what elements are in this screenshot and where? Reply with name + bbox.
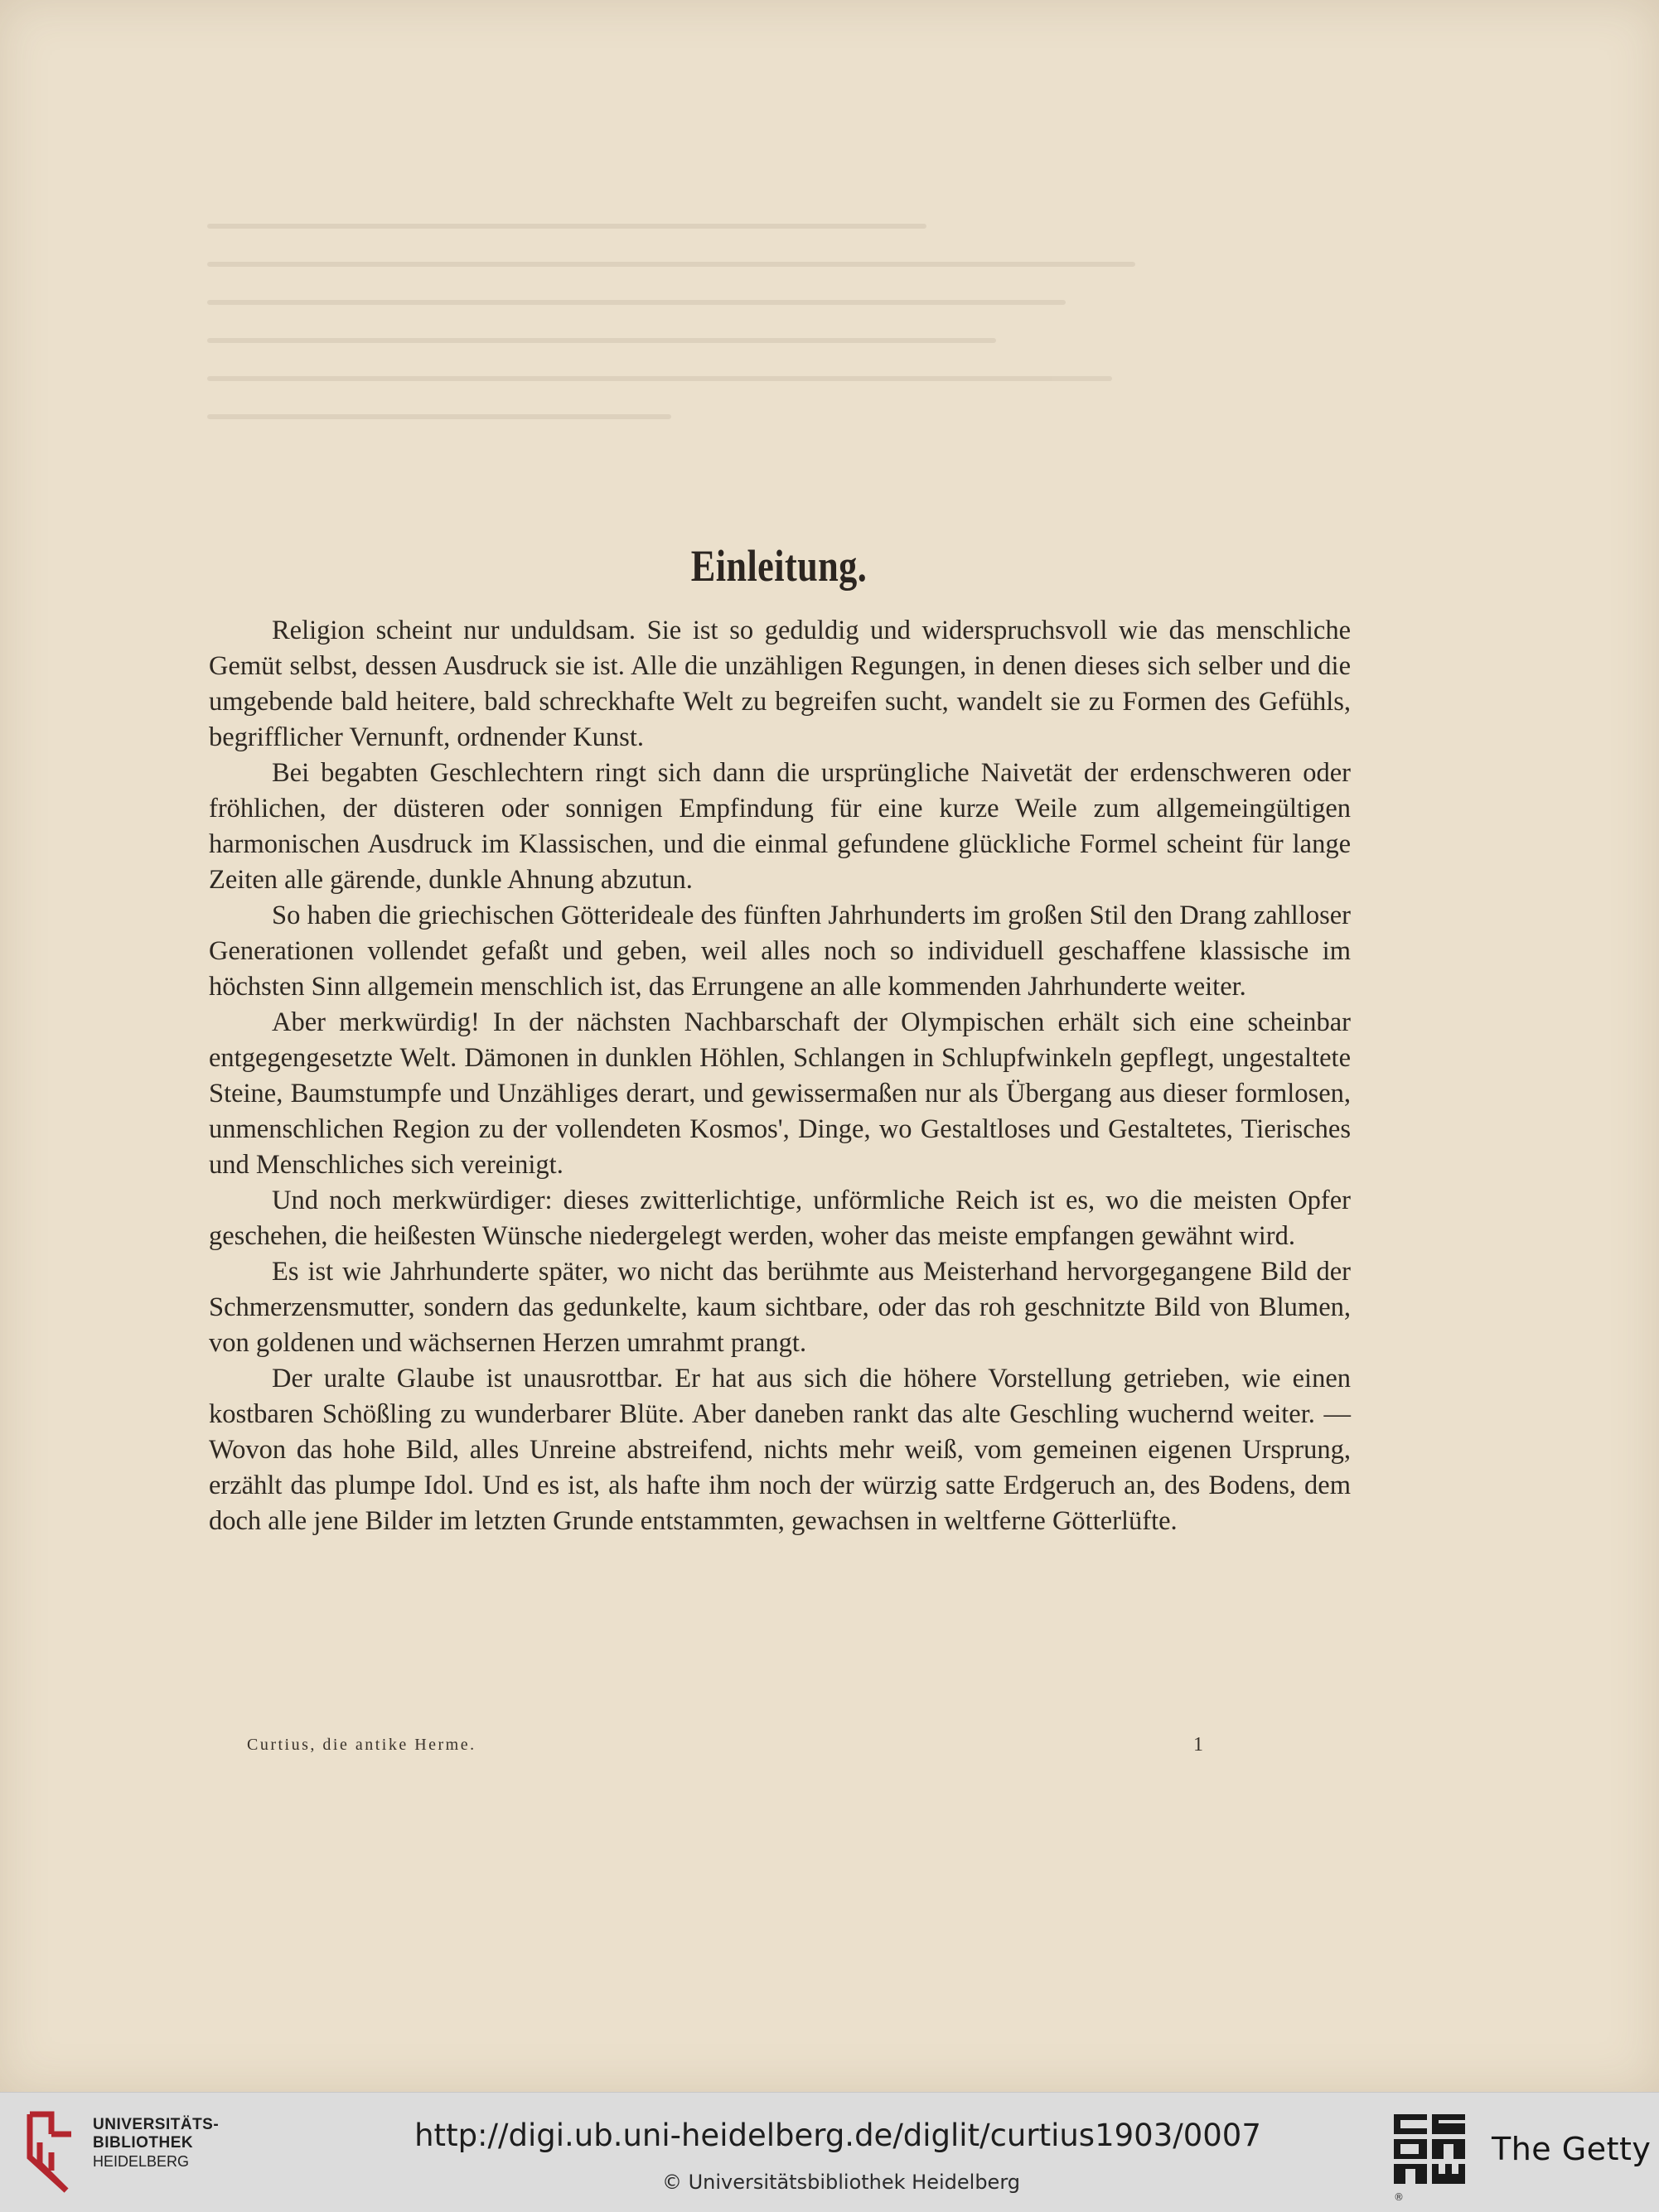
- paragraph: Und noch merkwürdiger: dieses zwitterlichtige, unförmliche Reich ist es, wo die meisten Opfer geschehen, die heißesten Wünsche niedergelegt werden, woher das meiste empfangen gewähnt wird.: [209, 1186, 1351, 1251]
- digitization-footer: [0, 2092, 1659, 2212]
- paragraph: Religion scheint nur unduldsam. Sie ist so geduldig und widerspruchsvoll wie das menschliche Gemüt selbst, dessen Ausdruck sie ist. Alle die unzähligen Regungen, in denen dieses sich selber und die umgebende bald heitere, bald schreckhafte Welt zu begreifen sucht, wandelt sie zu Formen des Gefühls, begrifflicher Vernunft, ordnender Kunst.: [209, 616, 1351, 752]
- chapter-title: Einleitung.: [690, 541, 868, 591]
- paragraph: Es ist wie Jahrhunderte später, wo nicht das berühmte aus Meisterhand hervorgegangene Bild der Schmerzensmutter, sondern das gedunkelte, kaum sichtbare, oder das roh geschnitzte Bild von Blumen, von goldenen und wächsernen Herzen umrahmt prangt.: [209, 1257, 1351, 1358]
- paragraph: Bei begabten Geschlechtern ringt sich dann die ursprüngliche Naivetät der erdenschweren oder fröhlichen, der düsteren oder sonnigen Empfindung für eine kurze Weile zum allgemeingültigen harmonischen Ausdruck im Klassischen, und die einmal gefundene glückliche Formel scheint für lange Zeiten alle gärende, dunkle Ahnung abzutun.: [209, 758, 1351, 895]
- copyright-notice: © Universitätsbibliothek Heidelberg: [661, 2171, 1020, 2194]
- library-name-line: UNIVERSITÄTS-: [93, 2116, 220, 2133]
- show-through-text: [207, 224, 1367, 572]
- permalink-url[interactable]: http://digi.ub.uni-heidelberg.de/diglit/curtius1903/0007: [414, 2118, 1261, 2153]
- signature-line: Curtius, die antike Herme.: [247, 1736, 476, 1754]
- paragraph: Aber merkwürdig! In der nächsten Nachbarschaft der Olympischen erhält sich eine scheinbar entgegengesetzte Welt. Dämonen in dunklen Höhlen, Schlangen in Schlupfwinkeln gepflegt, ungestaltete Steine, Baumstumpfe und Unzähliges derart, und gewissermaßen nur als Übergang aus dieser formlosen, unmenschlichen Region zu der vollendeten Kosmos', Dinge, wo Gestaltloses und Gestaltetes, Tierisches und Menschliches sich vereinigt.: [209, 1007, 1351, 1180]
- getty-logo-icon[interactable]: [1392, 2111, 1468, 2204]
- registered-mark: ®: [1394, 2191, 1404, 2203]
- library-name-line: HEIDELBERG: [93, 2153, 190, 2170]
- library-name-line: BIBLIOTHEK: [93, 2134, 194, 2152]
- page-number: 1: [1193, 1734, 1203, 1756]
- partner-name: The Getty: [1492, 2131, 1652, 2167]
- paragraph: Der uralte Glaube ist unausrottbar. Er hat aus sich die höhere Vorstellung getrieben, wie einen kostbaren Schößling zu wunderbarer Blüte. Aber daneben rankt das alte Geschling wuchernd weiter. — Wovon das hohe Bild, alles Unreine abstreifend, nichts mehr weiß, vom gemeinen eigenen Ursprung, erzählt das plumpe Idol. Und es ist, als hafte ihm noch der würzig satte Erdgeruch an, des Bodens, dem doch alle jene Bilder im letzten Grunde entstammten, gewachsen in weltferne Götterlüfte.: [209, 1364, 1351, 1536]
- body-text: [209, 613, 1351, 1539]
- paragraph: So haben die griechischen Götterideale des fünften Jahrhunderts im großen Stil den Drang zahlloser Generationen vollendet gefaßt und geben, weil alles noch so individuell geschaffene klassische im höchsten Sinn allgemein menschlich ist, das Errungene an alle kommenden Jahrhunderte weiter.: [209, 901, 1351, 1002]
